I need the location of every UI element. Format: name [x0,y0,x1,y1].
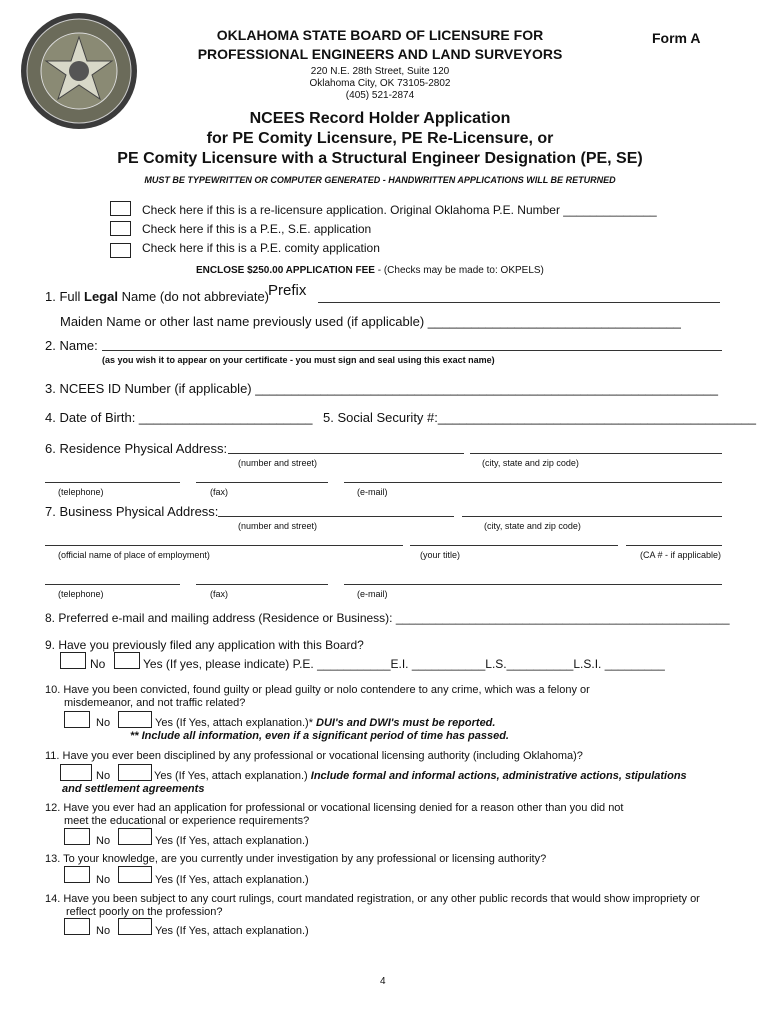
q14-no-checkbox[interactable] [64,918,90,935]
prefix-label: Prefix [268,282,307,299]
residence-email-caption: (e-mail) [357,487,388,497]
q2-label: 2. Name: [45,338,98,353]
q14-yes-label: Yes (If Yes, attach explanation.) [155,925,309,937]
maiden-name-label: Maiden Name or other last name previously used (if applicable) ___________________________________ [60,314,681,329]
ncees-id-label: 3. NCEES ID Number (if applicable) ________________________________________________________________ [45,381,718,396]
q10-question-line1: 10. Have you been convicted, found guilty or plead guilty or nolo contendere to any crime, which was a felony or [45,684,590,696]
q14-question-line1: 14. Have you been subject to any court rulings, court mandated registration, or any other public records that would show impropriety or [45,893,700,905]
business-street-caption: (number and street) [238,521,318,531]
residence-telephone-field[interactable] [45,482,180,483]
q11-no-label: No [96,770,111,782]
fee-instruction [196,265,544,276]
business-city-caption: (city, state and zip code) [484,521,581,531]
q12-question-line2: meet the educational or experience requirements? [64,815,310,827]
preferred-address-label: 8. Preferred e-mail and mailing address (Residence or Business): __________________________________________________ [45,611,730,625]
q10-question-line2: misdemeanor, and not traffic related? [64,697,246,709]
pe-se-checkbox[interactable] [110,221,131,236]
business-fax-field[interactable] [196,584,328,585]
q9-yes-label: Yes (If yes, please indicate) P.E. ___________E.I. ___________L.S.__________L.S.I. _________ [143,657,665,671]
business-telephone-caption: (telephone) [58,589,104,599]
certificate-name-field[interactable] [102,350,722,351]
q11-settlement-note: and settlement agreements [62,783,205,795]
residence-email-field[interactable] [344,482,722,483]
typewritten-notice: MUST BE TYPEWRITTEN OR COMPUTER GENERATED - HANDWRITTEN APPLICATIONS WILL BE RETURNED [144,175,616,185]
q10-no-checkbox[interactable] [64,711,90,728]
q11-yes-checkbox[interactable] [118,764,152,781]
q12-question-line1: 12. Have you ever had an application for professional or vocational licensing denied for a reason other than you did not [45,802,624,814]
business-telephone-field[interactable] [45,584,180,585]
pe-comity-checkbox[interactable] [110,243,131,258]
residence-fax-caption: (fax) [210,487,228,497]
employer-field[interactable] [45,545,403,546]
fee-amount: ENCLOSE $250.00 APPLICATION FEE [196,265,375,276]
board-phone: (405) 521-2874 [345,90,415,101]
q10-dui-note: DUI's and DWI's must be reported. [312,717,496,729]
q11-yes-label: Yes (If Yes, attach explanation.) Include formal and informal actions, administrative actions, stipulations [154,770,687,782]
ssn-label: 5. Social Security #:____________________________________________ [323,410,757,425]
q10-include-note: ** Include all information, even if a significant period of time has passed. [130,730,509,742]
job-title-field[interactable] [410,545,618,546]
q12-yes-checkbox[interactable] [118,828,152,845]
q10-yes-checkbox[interactable] [118,711,152,728]
business-fax-caption: (fax) [210,589,228,599]
q10-no-label: No [96,717,111,729]
business-city-field[interactable] [462,516,722,517]
q11-actions-note: Include formal and informal actions, administrative actions, stipulations [310,770,687,782]
q12-no-label: No [96,835,111,847]
board-name-line1: OKLAHOMA STATE BOARD OF LICENSURE FOR [216,27,544,43]
business-address-label: 7. Business Physical Address: [45,504,219,519]
q11-question: 11. Have you ever been disciplined by any professional or vocational licensing authority (including Oklahoma)? [45,750,583,762]
form-id: Form A [652,30,701,46]
form-title-line3: PE Comity Licensure with a Structural Engineer Designation (PE, SE) [117,150,643,167]
form-title-line1: NCEES Record Holder Application [249,110,511,127]
q11-no-checkbox[interactable] [60,764,92,781]
ca-number-caption: (CA # - if applicable) [640,550,722,560]
residence-street-caption: (number and street) [238,458,318,468]
pe-se-check-label: Check here if this is a P.E., S.E. application [142,222,372,236]
business-street-field[interactable] [218,516,454,517]
business-email-field[interactable] [344,584,722,585]
residence-street-field[interactable] [228,453,464,454]
form-title-line2: for PE Comity Licensure, PE Re-Licensure, or [206,130,554,147]
q13-yes-checkbox[interactable] [118,866,152,883]
dob-label: 4. Date of Birth: ________________________ [45,410,313,425]
relicensure-check-label: Check here if this is a re-licensure application. Original Oklahoma P.E. Number ______________ [142,203,657,217]
board-address-line1: 220 N.E. 28th Street, Suite 120 [310,66,450,77]
ca-number-field[interactable] [626,545,722,546]
board-name-line2: PROFESSIONAL ENGINEERS AND LAND SURVEYORS [197,46,563,62]
q1-legal: Legal [84,289,118,304]
residence-address-label: 6. Residence Physical Address: [45,441,228,456]
job-title-caption: (your title) [420,550,461,560]
q10-yes-label: Yes (If Yes, attach explanation.)* DUI's and DWI's must be reported. [155,717,496,729]
q9-no-checkbox[interactable] [60,652,86,669]
q13-question: 13. To your knowledge, are you currently under investigation by any professional or licensing authority? [45,853,547,865]
q2-note: (as you wish it to appear on your certificate - you must sign and seal using this exact name) [102,355,495,365]
q14-no-label: No [96,925,111,937]
residence-city-field[interactable] [470,453,722,454]
residence-fax-field[interactable] [196,482,328,483]
relicensure-checkbox[interactable] [110,201,131,216]
full-name-field[interactable] [318,302,720,303]
q14-question-line2: reflect poorly on the profession? [66,906,223,918]
residence-telephone-caption: (telephone) [58,487,104,497]
q14-yes-checkbox[interactable] [118,918,152,935]
q12-no-checkbox[interactable] [64,828,90,845]
q13-no-label: No [96,874,111,886]
q12-yes-label: Yes (If Yes, attach explanation.) [155,835,309,847]
q9-question: 9. Have you previously filed any application with this Board? [45,638,364,652]
board-address-line2: Oklahoma City, OK 73105-2802 [309,78,451,89]
employer-caption: (official name of place of employment) [58,550,210,560]
q1-label: 1. Full Legal Name (do not abbreviate) [45,289,270,304]
fee-payee: - (Checks may be made to: OKPELS) [374,265,544,276]
business-email-caption: (e-mail) [357,589,388,599]
page-number: 4 [380,976,386,987]
pe-comity-check-label: Check here if this is a P.E. comity application [142,241,380,255]
q13-no-checkbox[interactable] [64,866,90,883]
q9-no-label: No [90,657,106,671]
q13-yes-label: Yes (If Yes, attach explanation.) [155,874,309,886]
residence-city-caption: (city, state and zip code) [482,458,579,468]
q9-yes-checkbox[interactable] [114,652,140,669]
